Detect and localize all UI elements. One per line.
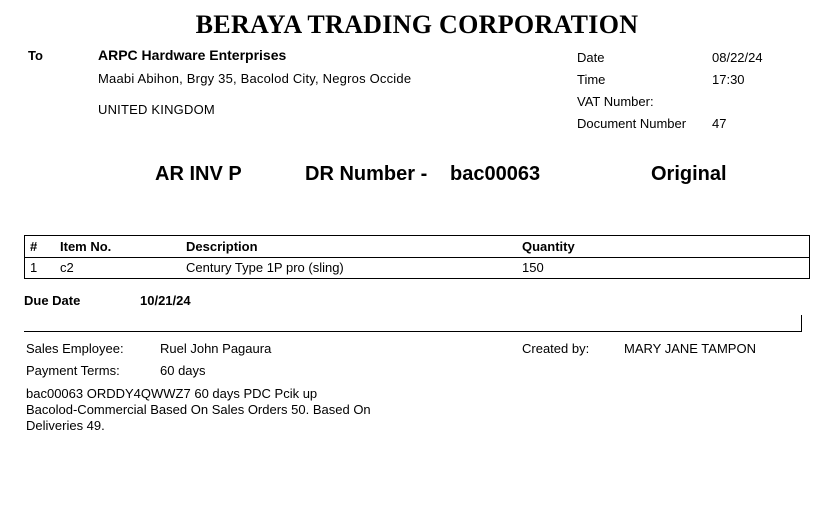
to-label: To xyxy=(28,48,43,63)
document-meta xyxy=(577,47,827,135)
document-number-label: Document Number xyxy=(577,116,687,131)
items-table xyxy=(24,235,810,279)
copy-type-label: Original xyxy=(651,163,727,185)
due-date-value: 10/21/24 xyxy=(140,293,191,308)
header-item-no: Item No. xyxy=(54,236,180,258)
document-type-row xyxy=(0,163,834,193)
payment-terms-label: Payment Terms: xyxy=(26,363,120,378)
remarks-line-1: bac00063 ORDDY4QWWZ7 60 days PDC Pcik up xyxy=(26,386,318,401)
table-header-row xyxy=(25,236,810,258)
time-value: 17:30 xyxy=(712,72,745,87)
cell-description: Century Type 1P pro (sling) xyxy=(186,260,344,275)
due-date-label: Due Date xyxy=(24,293,81,308)
remarks-line-3: Deliveries 49. xyxy=(26,418,105,433)
header-number: # xyxy=(25,236,55,258)
header-quantity: Quantity xyxy=(516,236,597,258)
date-value: 08/22/24 xyxy=(712,50,763,65)
customer-address: Maabi Abihon, Brgy 35, Bacolod City, Negros Occide xyxy=(98,71,412,86)
document-type: AR INV P xyxy=(155,163,242,185)
created-by-value: MARY JANE TAMPON xyxy=(624,341,756,356)
sales-employee-label: Sales Employee: xyxy=(26,341,124,356)
vat-number-label: VAT Number: xyxy=(577,94,654,109)
created-by-label: Created by: xyxy=(522,341,590,356)
cell-number: 1 xyxy=(30,260,38,275)
meta-row-date xyxy=(577,47,827,69)
cell-item-no: c2 xyxy=(60,260,74,275)
cell-extra xyxy=(597,258,810,279)
time-label: Time xyxy=(577,72,606,87)
footer-separator xyxy=(24,331,802,332)
header-description: Description xyxy=(180,236,516,258)
dr-number-value: bac00063 xyxy=(450,163,541,185)
date-label: Date xyxy=(577,50,605,65)
meta-row-document-number xyxy=(577,113,827,135)
remarks-block xyxy=(26,386,456,434)
meta-row-vat xyxy=(577,91,827,113)
header-extra xyxy=(597,236,810,258)
customer-name: ARPC Hardware Enterprises xyxy=(98,47,287,63)
cell-quantity: 150 xyxy=(516,258,597,279)
meta-row-time xyxy=(577,69,827,91)
footer-separator-tick xyxy=(801,315,802,332)
sales-employee-value: Ruel John Pagaura xyxy=(160,341,272,356)
remarks-line-2: Bacolod-Commercial Based On Sales Orders 50. Based On xyxy=(26,402,371,417)
customer-country: UNITED KINGDOM xyxy=(98,102,215,117)
dr-number-label: DR Number - xyxy=(305,163,428,185)
document-number-value: 47 xyxy=(712,116,727,131)
payment-terms-value: 60 days xyxy=(160,363,206,378)
page-title: BERAYA TRADING CORPORATION xyxy=(195,10,639,39)
table-row xyxy=(25,258,810,279)
